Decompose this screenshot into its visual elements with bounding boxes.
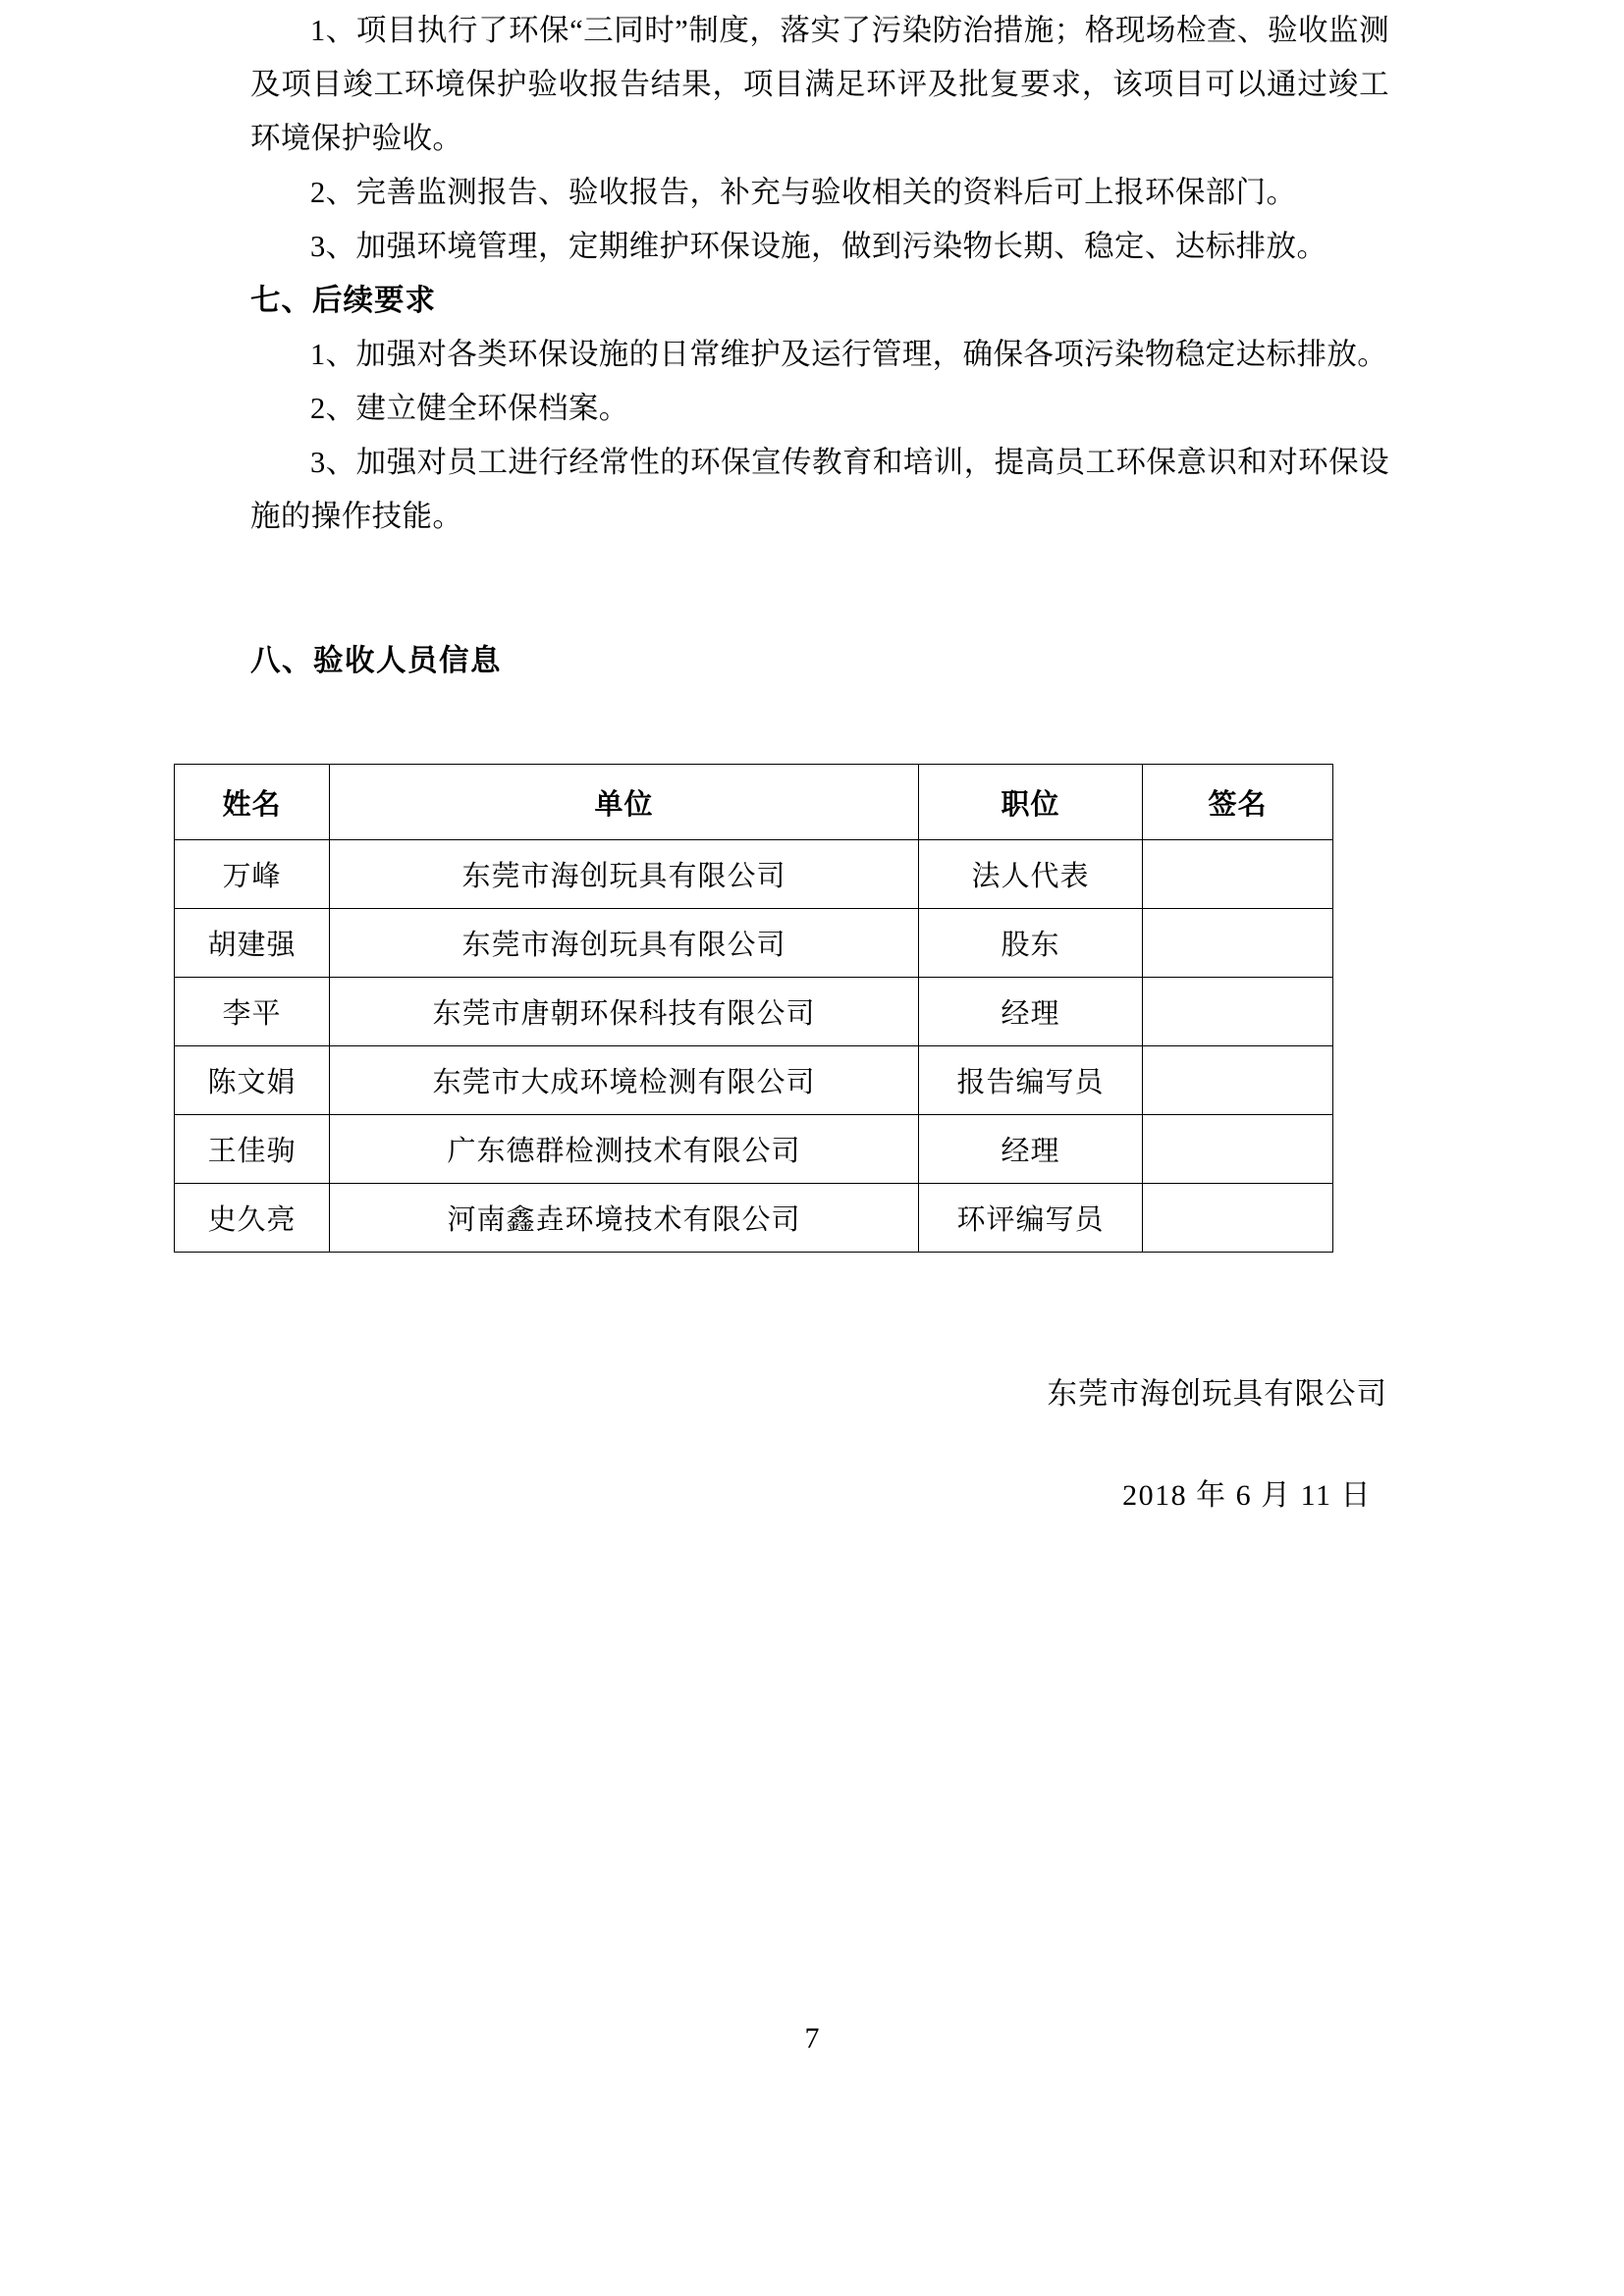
section-gap — [250, 544, 1389, 638]
cell-signature — [1143, 909, 1333, 978]
table-row — [175, 909, 1333, 978]
table-row — [175, 1184, 1333, 1253]
section-seven-list — [250, 328, 1389, 544]
cell-unit: 东莞市海创玩具有限公司 — [330, 840, 919, 909]
cell-position: 环评编写员 — [919, 1184, 1143, 1253]
cell-name: 史久亮 — [175, 1184, 330, 1253]
section-eight-heading: 八、验收人员信息 — [250, 644, 502, 677]
cell-signature — [1143, 840, 1333, 909]
cell-unit: 东莞市大成环境检测有限公司 — [330, 1046, 919, 1115]
section-seven-heading: 七、后续要求 — [250, 284, 436, 317]
signers-table-wrap — [174, 764, 1332, 1253]
signature-block — [250, 1370, 1389, 1520]
table-row — [175, 840, 1333, 909]
cell-unit: 东莞市海创玩具有限公司 — [330, 909, 919, 978]
column-header-name: 姓名 — [175, 765, 330, 840]
column-header-unit: 单位 — [330, 765, 919, 840]
cell-signature — [1143, 978, 1333, 1046]
cell-name: 万峰 — [175, 840, 330, 909]
column-header-position: 职位 — [919, 765, 1143, 840]
cell-unit: 东莞市唐朝环保科技有限公司 — [330, 978, 919, 1046]
cell-name: 王佳驹 — [175, 1115, 330, 1184]
signing-company: 东莞市海创玩具有限公司 — [1047, 1377, 1387, 1411]
cell-name: 李平 — [175, 978, 330, 1046]
page-content — [207, 0, 1389, 1520]
signers-table — [174, 764, 1333, 1253]
cell-name: 陈文娟 — [175, 1046, 330, 1115]
cell-signature — [1143, 1184, 1333, 1253]
section-seven-item-1: 1、加强对各类环保设施的日常维护及运行管理，确保各项污染物稳定达标排放。 — [310, 338, 1388, 371]
table-header-row — [175, 765, 1333, 840]
cell-unit: 广东德群检测技术有限公司 — [330, 1115, 919, 1184]
table-row — [175, 978, 1333, 1046]
signing-date: 2018 年 6 月 11 日 — [1122, 1479, 1372, 1512]
conclusion-item-3: 3、加强环境管理，定期维护环保设施，做到污染物长期、稳定、达标排放。 — [310, 230, 1327, 263]
conclusions-list — [250, 4, 1389, 274]
page-number: 7 — [804, 2022, 820, 2055]
cell-unit: 河南鑫垚环境技术有限公司 — [330, 1184, 919, 1253]
cell-signature — [1143, 1115, 1333, 1184]
section-seven-item-2: 2、建立健全环保档案。 — [310, 392, 629, 425]
conclusion-item-1: 1、项目执行了环保“三同时”制度，落实了污染防治措施；格现场检查、验收监测及项目竣工环境保护验收报告结果，项目满足环评及批复要求，该项目可以通过竣工环境保护验收。 — [250, 14, 1389, 155]
table-row — [175, 1115, 1333, 1184]
cell-position: 经理 — [919, 1115, 1143, 1184]
table-row — [175, 1046, 1333, 1115]
cell-position: 报告编写员 — [919, 1046, 1143, 1115]
cell-position: 经理 — [919, 978, 1143, 1046]
cell-name: 胡建强 — [175, 909, 330, 978]
cell-position: 股东 — [919, 909, 1143, 978]
section-seven-item-3: 3、加强对员工进行经常性的环保宣传教育和培训，提高员工环保意识和对环保设施的操作技能。 — [250, 446, 1389, 533]
cell-signature — [1143, 1046, 1333, 1115]
cell-position: 法人代表 — [919, 840, 1143, 909]
conclusion-item-2: 2、完善监测报告、验收报告，补充与验收相关的资料后可上报环保部门。 — [310, 176, 1297, 209]
column-header-signature: 签名 — [1143, 765, 1333, 840]
